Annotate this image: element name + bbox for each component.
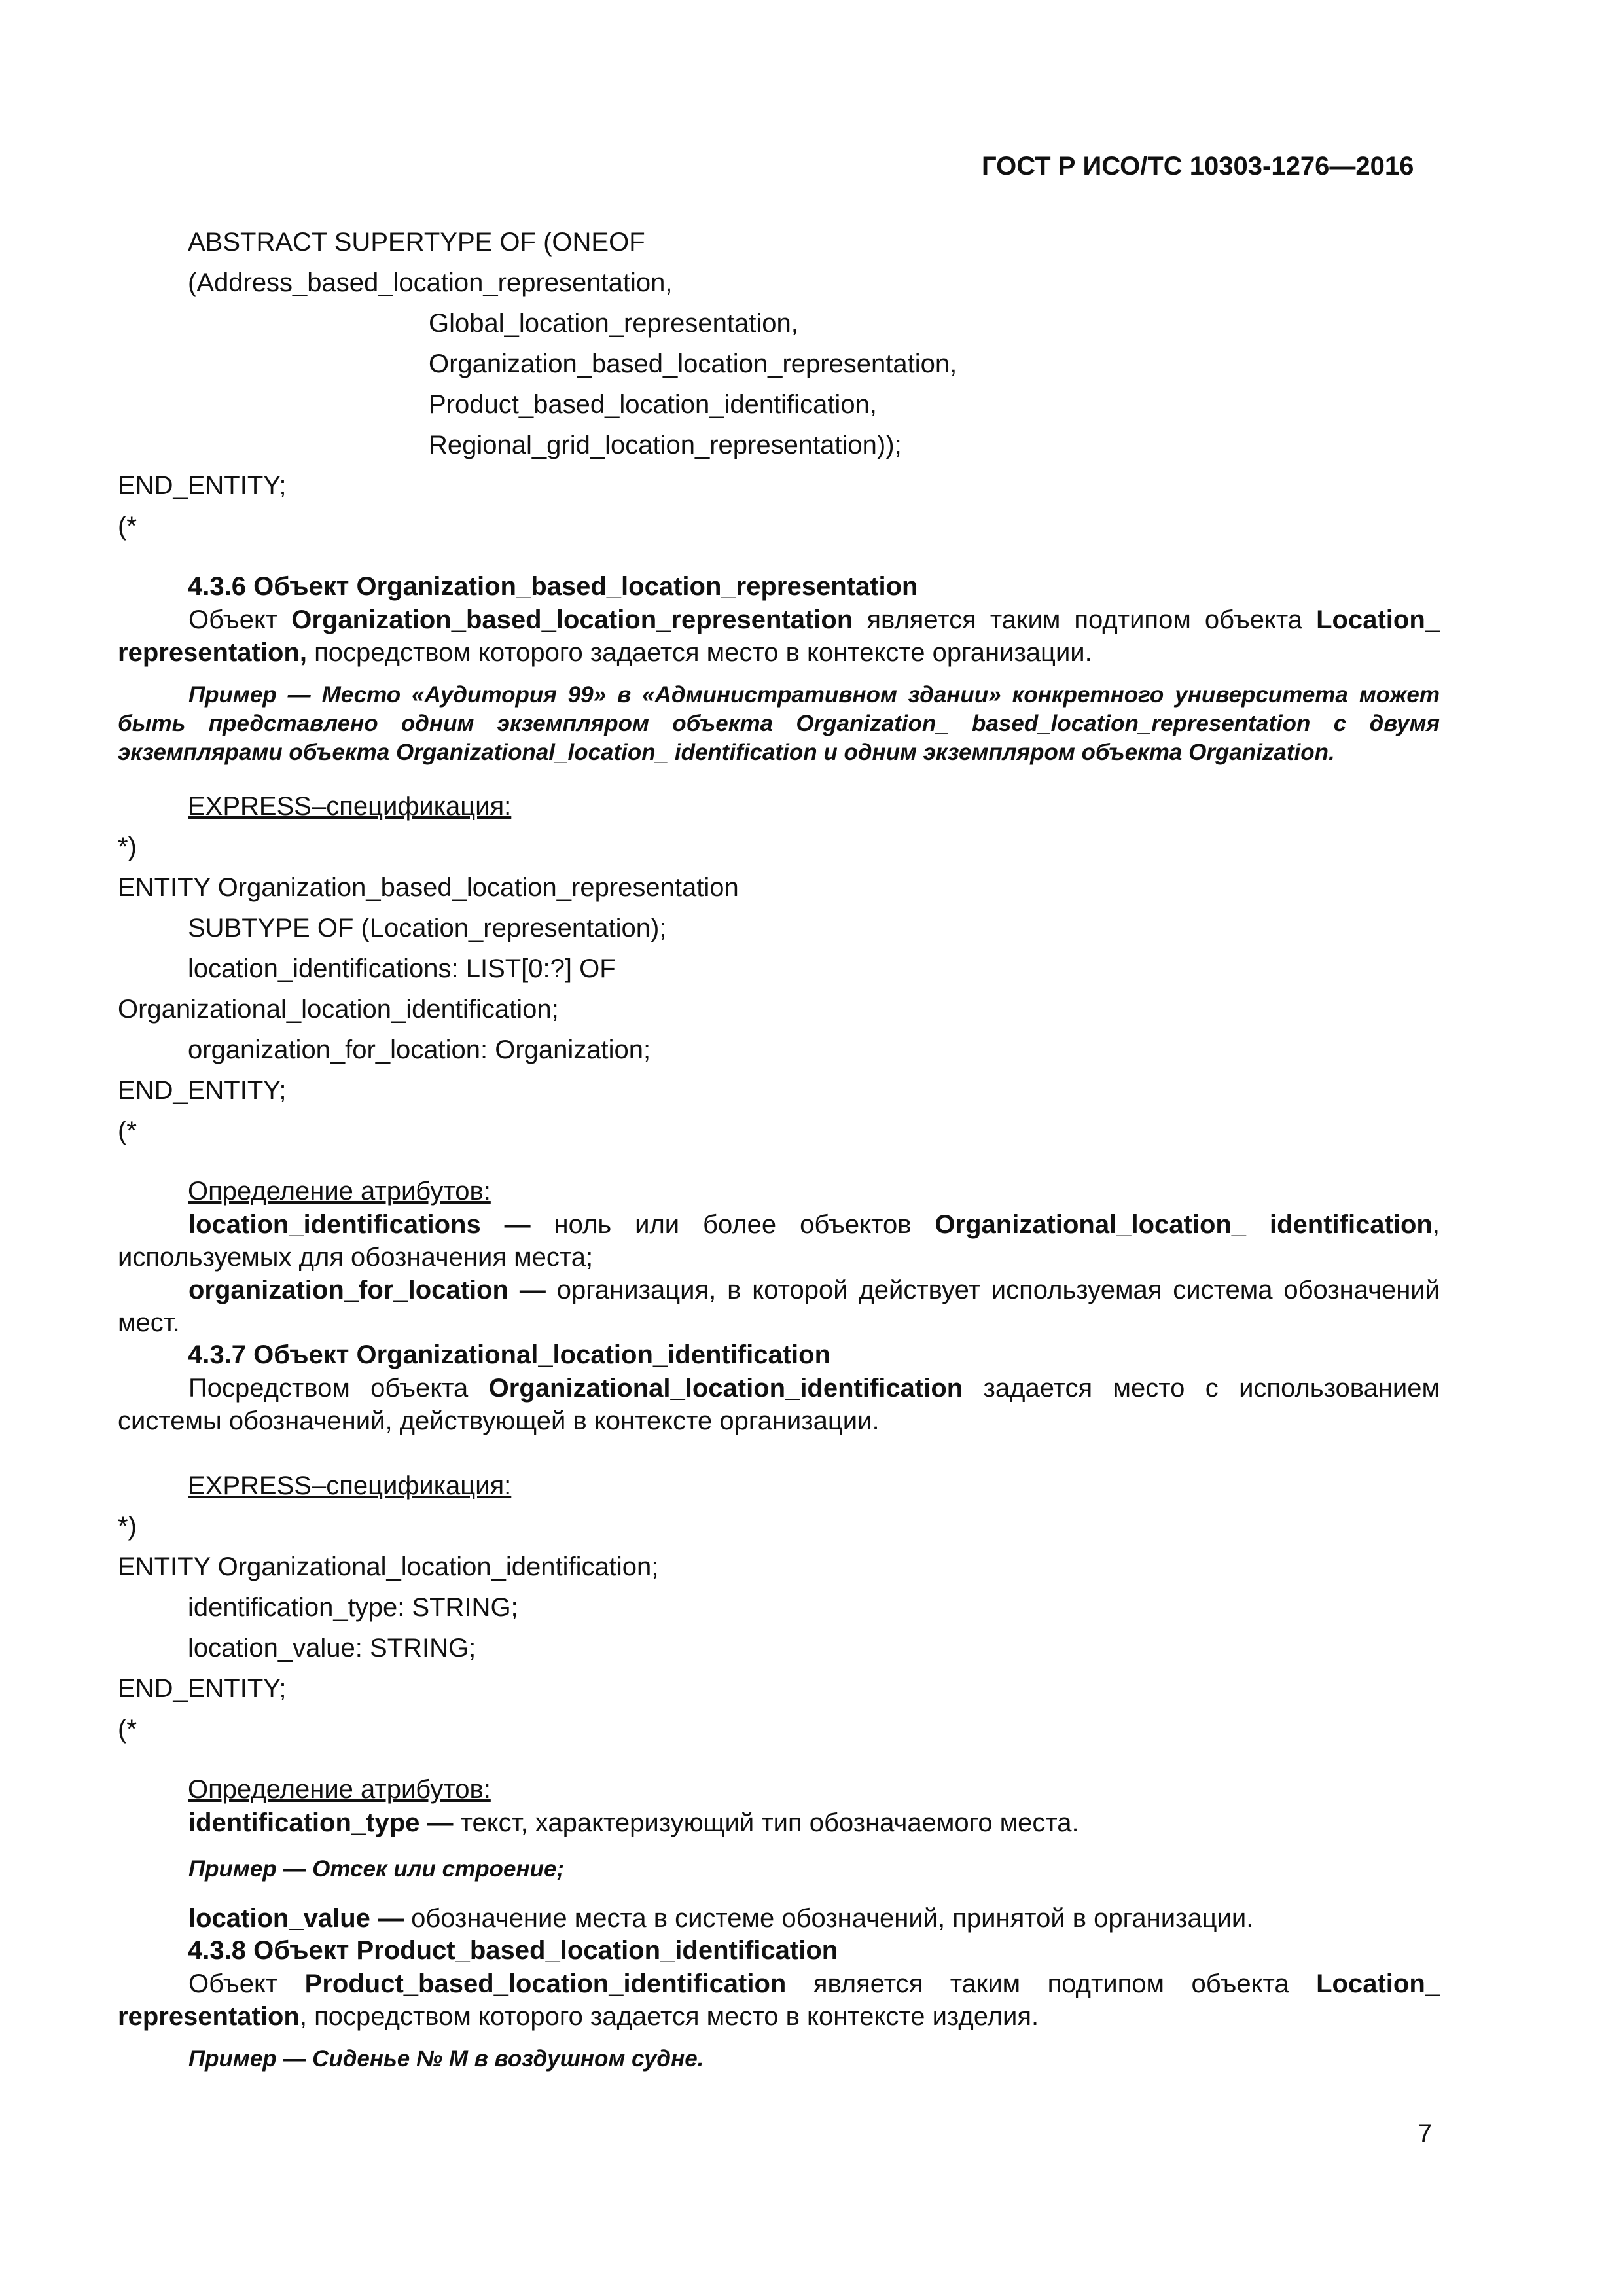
attribute-name: location_value —: [188, 1904, 404, 1933]
entity-ref: Organizational_location_identification: [488, 1374, 963, 1403]
code-line: *): [118, 1512, 137, 1541]
express-label: EXPRESS–спецификация:: [188, 1471, 512, 1500]
code-line: location_identifications: LIST[0:?] OF: [188, 954, 616, 983]
section-heading: 4.3.8 Объект Product_based_location_identification: [188, 1936, 838, 1965]
code-line: (*: [118, 1117, 137, 1145]
section-paragraph: [118, 1372, 1440, 1437]
section-paragraph: [118, 1967, 1440, 2033]
entity-ref: representation,: [118, 638, 307, 667]
code-line: END_ENTITY;: [118, 1674, 287, 1703]
page-number: 7: [1418, 2119, 1433, 2148]
code-line: organization_for_location: Organization;: [188, 1035, 651, 1064]
text-run: организация, в которой действует используемая система обозначений мест.: [118, 1276, 1440, 1337]
attributes-label: Определение атрибутов:: [188, 1775, 491, 1804]
attribute-name: identification_type —: [188, 1808, 454, 1837]
code-line: identification_type: STRING;: [188, 1593, 518, 1622]
code-line: SUBTYPE OF (Location_representation);: [188, 914, 667, 942]
attribute-name: location_identifications —: [188, 1210, 531, 1239]
text-run: посредством которого задается место в контексте организации.: [306, 638, 1092, 667]
section-paragraph: [118, 603, 1440, 669]
document-number: ГОСТ Р ИСО/ТС 10303-1276—2016: [982, 152, 1414, 181]
section-heading: 4.3.7 Объект Organizational_location_identification: [188, 1340, 831, 1369]
attribute-name: organization_for_location —: [188, 1276, 546, 1304]
text-run: обозначение места в системе обозначений, принятой в организации.: [403, 1904, 1254, 1933]
entity-ref: representation: [118, 2002, 300, 2031]
entity-ref: Product_based_location_identification: [304, 1969, 787, 1998]
text-run: , используемых для обозначения места;: [118, 1210, 1440, 1272]
entity-ref: Organizational_location_ identification: [935, 1210, 1433, 1239]
code-line: ABSTRACT SUPERTYPE OF (ONEOF: [188, 228, 645, 257]
code-line: (*: [118, 512, 137, 541]
code-line: END_ENTITY;: [118, 1076, 287, 1105]
example-note: Пример — Место «Аудитория 99» в «Административном здании» конкретного университета может быть представлено одним экземпляром объекта Organization_ based_location_representation с двумя экземплярами объекта Organizational_location_ identification и одним экземпляром объекта Organization.: [118, 682, 1440, 765]
text-run: , посредством которого задается место в контексте изделия.: [299, 2002, 1039, 2031]
example-note: Пример — Сиденье № М в воздушном судне.: [188, 2046, 704, 2072]
express-label: EXPRESS–спецификация:: [188, 792, 512, 821]
text-run: ноль или более объектов: [530, 1210, 935, 1239]
code-line: Global_location_representation,: [429, 309, 798, 338]
code-line: ENTITY Organizational_location_identification;: [118, 1552, 659, 1581]
text-run: Посредством объекта: [188, 1374, 489, 1403]
text-run: является таким подтипом объекта: [786, 1969, 1317, 1998]
code-line: Organizational_location_identification;: [118, 995, 559, 1024]
attribute-definition: [118, 1806, 1440, 1839]
text-run: является таким подтипом объекта: [853, 605, 1317, 634]
text-run: задается место с использованием системы обозначений, действующей в контексте организации.: [118, 1374, 1440, 1435]
code-line: location_value: STRING;: [188, 1634, 476, 1662]
example-note: Пример — Отсек или строение;: [188, 1856, 565, 1882]
code-line: Regional_grid_location_representation));: [429, 431, 902, 459]
code-line: *): [118, 833, 137, 861]
entity-ref: Location_: [1316, 1969, 1440, 1998]
code-line: END_ENTITY;: [118, 471, 287, 500]
text-run: Объект: [188, 1969, 305, 1998]
attribute-definition: [118, 1902, 1440, 1935]
entity-ref: Location_: [1316, 605, 1440, 634]
code-line: Organization_based_location_representation,: [429, 350, 957, 378]
section-heading: 4.3.6 Объект Organization_based_location_representation: [188, 572, 918, 601]
code-line: (Address_based_location_representation,: [188, 268, 673, 297]
text-run: Объект: [188, 605, 292, 634]
code-line: ENTITY Organization_based_location_representation: [118, 873, 739, 902]
code-line: Product_based_location_identification,: [429, 390, 877, 419]
attribute-definition: [118, 1208, 1440, 1274]
text-run: текст, характеризующий тип обозначаемого места.: [453, 1808, 1079, 1837]
attributes-label: Определение атрибутов:: [188, 1177, 491, 1206]
attribute-definition: [118, 1274, 1440, 1339]
code-line: (*: [118, 1715, 137, 1744]
entity-ref: Organization_based_location_representation: [291, 605, 853, 634]
